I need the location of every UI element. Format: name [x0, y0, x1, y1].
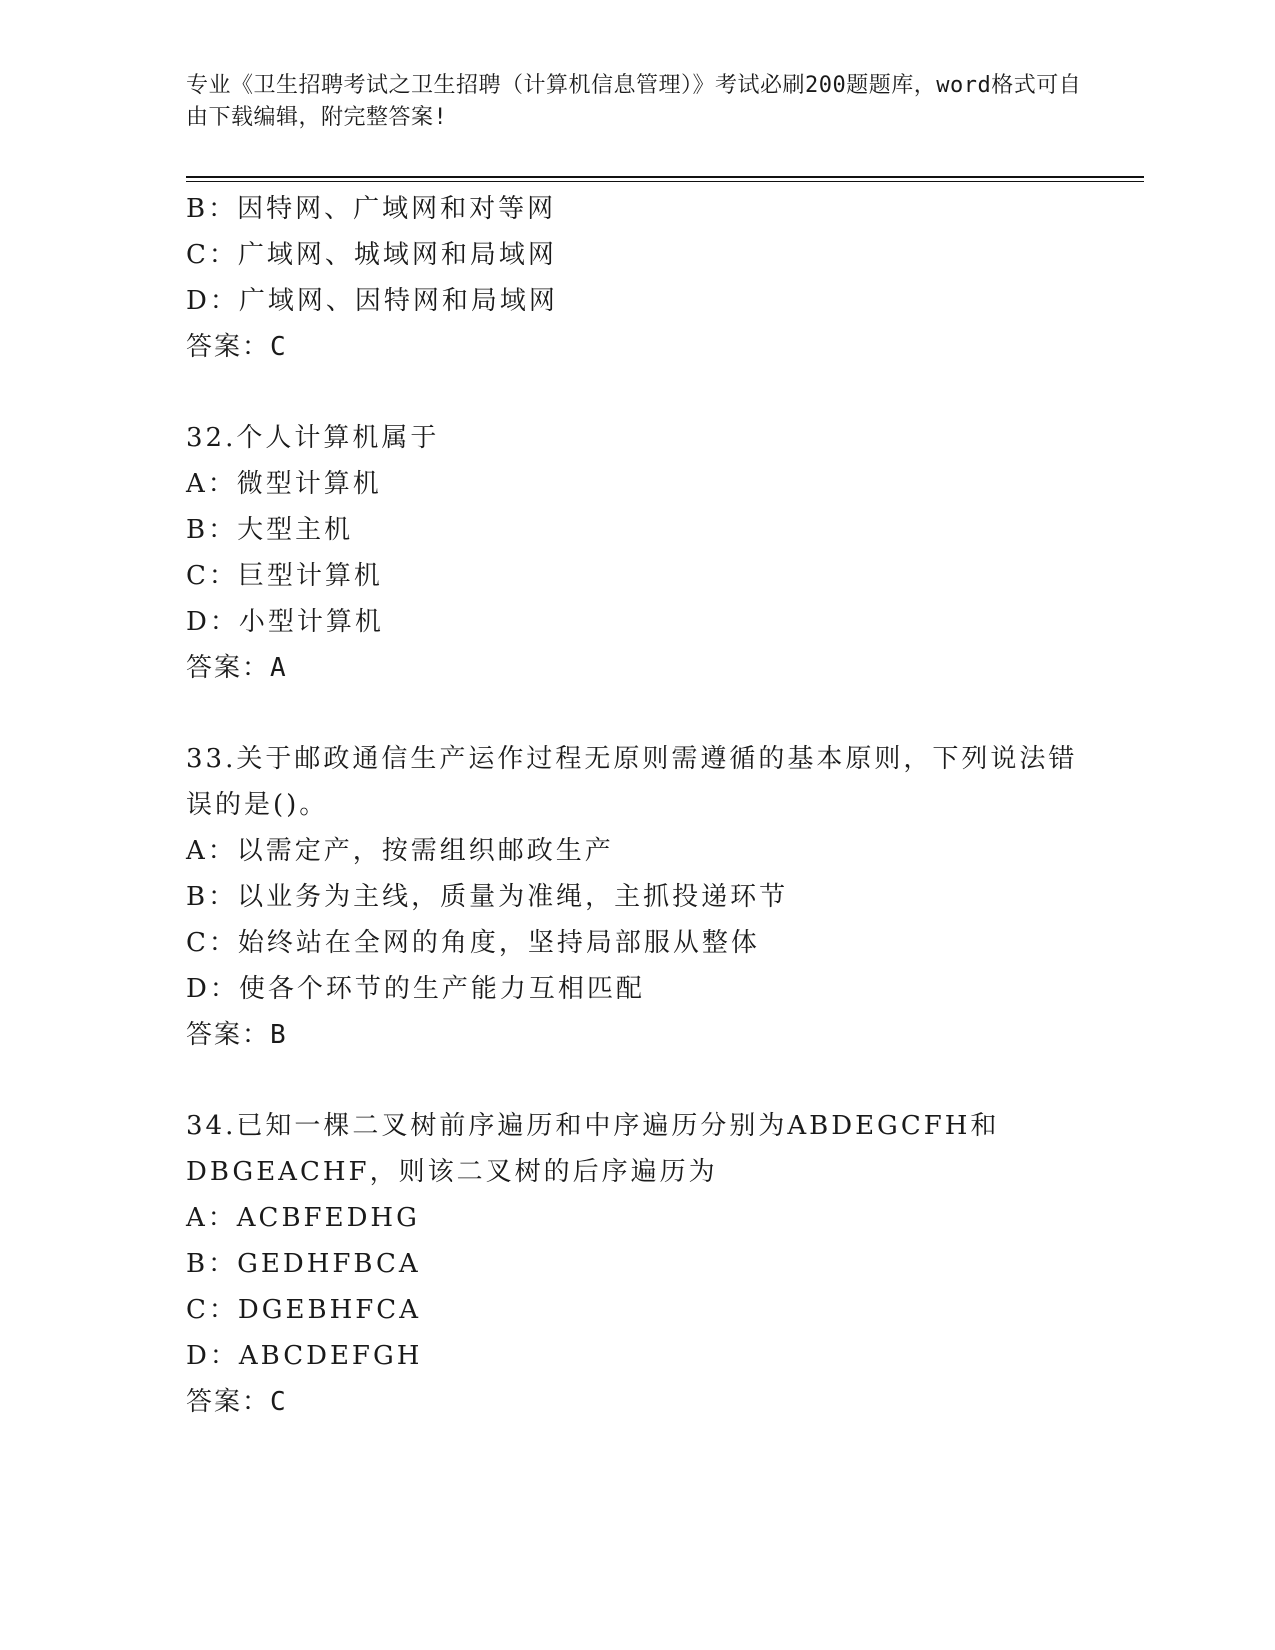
- option-c: C：巨型计算机: [186, 561, 383, 591]
- option-d: D：使各个环节的生产能力互相匹配: [186, 974, 645, 1004]
- option-b: B：以业务为主线，质量为准绳，主抓投递环节: [186, 882, 789, 912]
- option-c: C：DGEBHFCA: [186, 1295, 421, 1325]
- question-33: [186, 736, 1086, 1058]
- option-d: D：ABCDEFGH: [186, 1341, 423, 1371]
- option-b: B：大型主机: [186, 515, 354, 545]
- option-c: C：广域网、城域网和局域网: [186, 240, 557, 270]
- answer-line: [186, 324, 1086, 370]
- option-b: B：因特网、广域网和对等网: [186, 194, 557, 224]
- answer-value: C: [270, 332, 288, 362]
- option-a: A：ACBFEDHG: [186, 1203, 420, 1233]
- answer-line: [186, 645, 1086, 691]
- question-34: [186, 1103, 1086, 1425]
- answer-label: 答案：: [186, 653, 271, 683]
- option-c: C：始终站在全网的角度，坚持局部服从整体: [186, 928, 760, 958]
- answer-line: [186, 1379, 1086, 1425]
- option-d: D：小型计算机: [186, 607, 384, 637]
- option-a: A：微型计算机: [186, 469, 382, 499]
- answer-value: A: [270, 653, 288, 683]
- question-stem: 32.个人计算机属于: [186, 423, 440, 453]
- page-header-title: 专业《卫生招聘考试之卫生招聘（计算机信息管理）》考试必刷200题题库，word格式可自由下载编辑，附完整答案!: [186, 73, 1082, 130]
- option-d: D：广域网、因特网和局域网: [186, 286, 558, 316]
- document-body: [186, 186, 1086, 1425]
- option-b: B：GEDHFBCA: [186, 1249, 421, 1279]
- question-32: [186, 415, 1086, 691]
- question-stem: 34.已知一棵二叉树前序遍历和中序遍历分别为ABDEGCFH和DBGEACHF，则该二叉树的后序遍历为: [186, 1111, 1000, 1187]
- answer-label: 答案：: [186, 1020, 271, 1050]
- answer-label: 答案：: [186, 332, 271, 362]
- question-stem: 33.关于邮政通信生产运作过程无原则需遵循的基本原则，下列说法错误的是()。: [186, 744, 1078, 820]
- answer-value: C: [270, 1387, 288, 1417]
- answer-line: [186, 1012, 1086, 1058]
- question-carryover: [186, 186, 1086, 370]
- answer-value: B: [270, 1020, 288, 1050]
- option-a: A：以需定产，按需组织邮政生产: [186, 836, 614, 866]
- header-divider: [186, 176, 1144, 182]
- answer-label: 答案：: [186, 1387, 271, 1417]
